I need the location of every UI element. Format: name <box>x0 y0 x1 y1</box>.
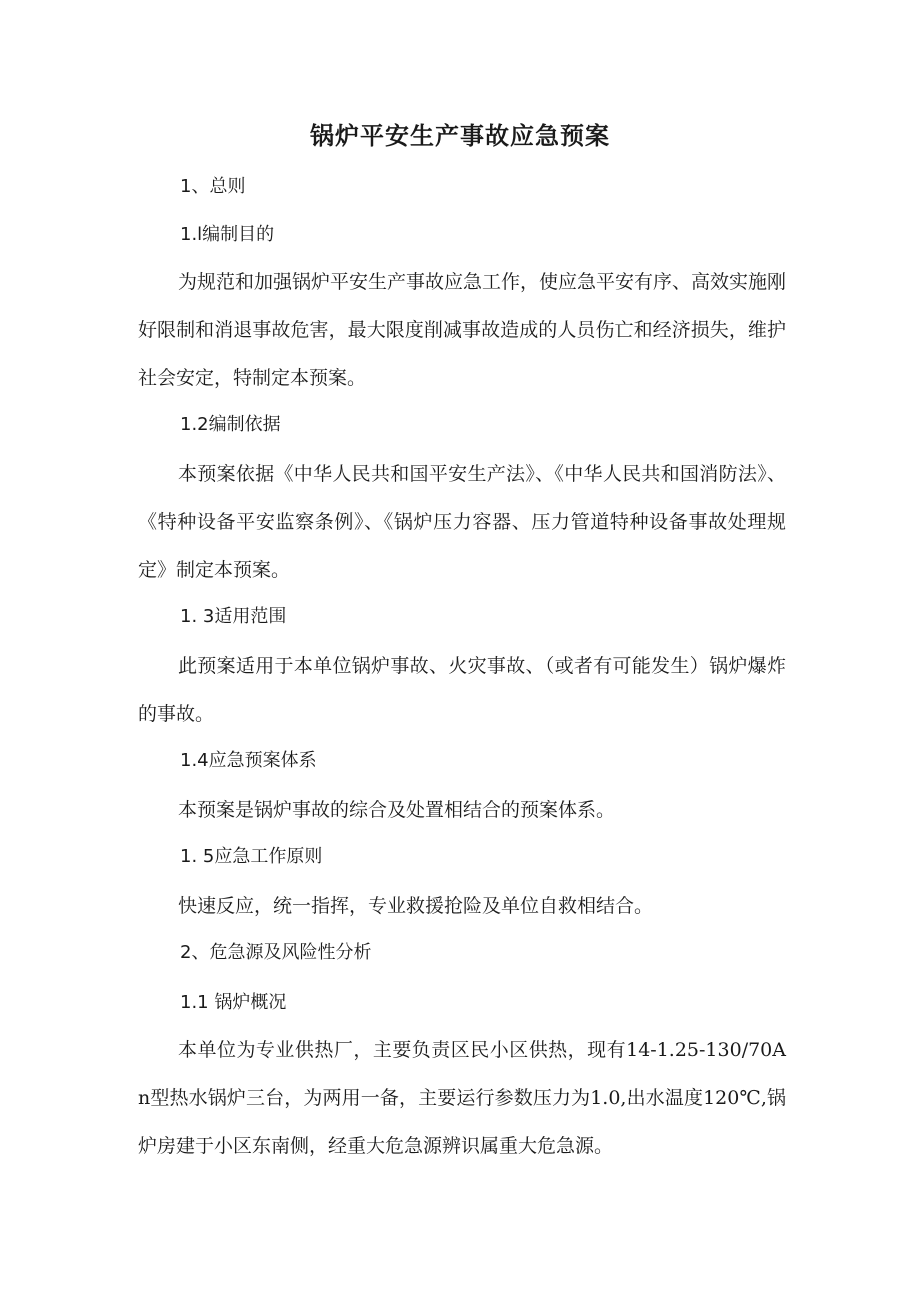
section-heading-boiler-overview: 1.1 锅炉概况 <box>180 992 287 1013</box>
section-heading-general: 1、总则 <box>180 176 246 197</box>
paragraph-boiler-overview: 本单位为专业供热厂，主要负责区民小区供热，现有14-1.25-130/70An型热水锅炉三台，为两用一备，主要运行参数压力为1.0,出水温度120℃,锅炉房建于小区东南侧，经重大危急源辨识属重大危急源。 <box>138 1039 786 1157</box>
paragraph-basis: 本预案依据《中华人民共和国平安生产法》、《中华人民共和国消防法》、《特种设备平安监察条例》、《锅炉压力容器、压力管道特种设备事故处理规定》制定本预案。 <box>138 463 786 581</box>
section-heading-principles: 1. 5应急工作原则 <box>180 846 323 867</box>
section-heading-hazard-analysis: 2、危急源及风险性分析 <box>180 942 372 963</box>
section-heading-scope: 1. 3适用范围 <box>180 606 287 627</box>
paragraph-purpose: 为规范和加强锅炉平安生产事故应急工作，使应急平安有序、高效实施刚好限制和消退事故危害，最大限度削减事故造成的人员伤亡和经济损失，维护社会安定，特制定本预案。 <box>138 271 787 389</box>
document-title: 锅炉平安生产事故应急预案 <box>310 122 610 150</box>
paragraph-system: 本预案是锅炉事故的综合及处置相结合的预案体系。 <box>178 799 616 821</box>
paragraph-principles: 快速反应，统一指挥，专业救援抢险及单位自救相结合。 <box>178 895 654 917</box>
paragraph-scope: 此预案适用于本单位锅炉事故、火灾事故、（或者有可能发生）锅炉爆炸的事故。 <box>138 655 786 725</box>
section-heading-basis: 1.2编制依据 <box>180 414 281 435</box>
section-heading-purpose: 1.l编制目的 <box>180 224 275 245</box>
section-heading-system: 1.4应急预案体系 <box>180 750 317 771</box>
